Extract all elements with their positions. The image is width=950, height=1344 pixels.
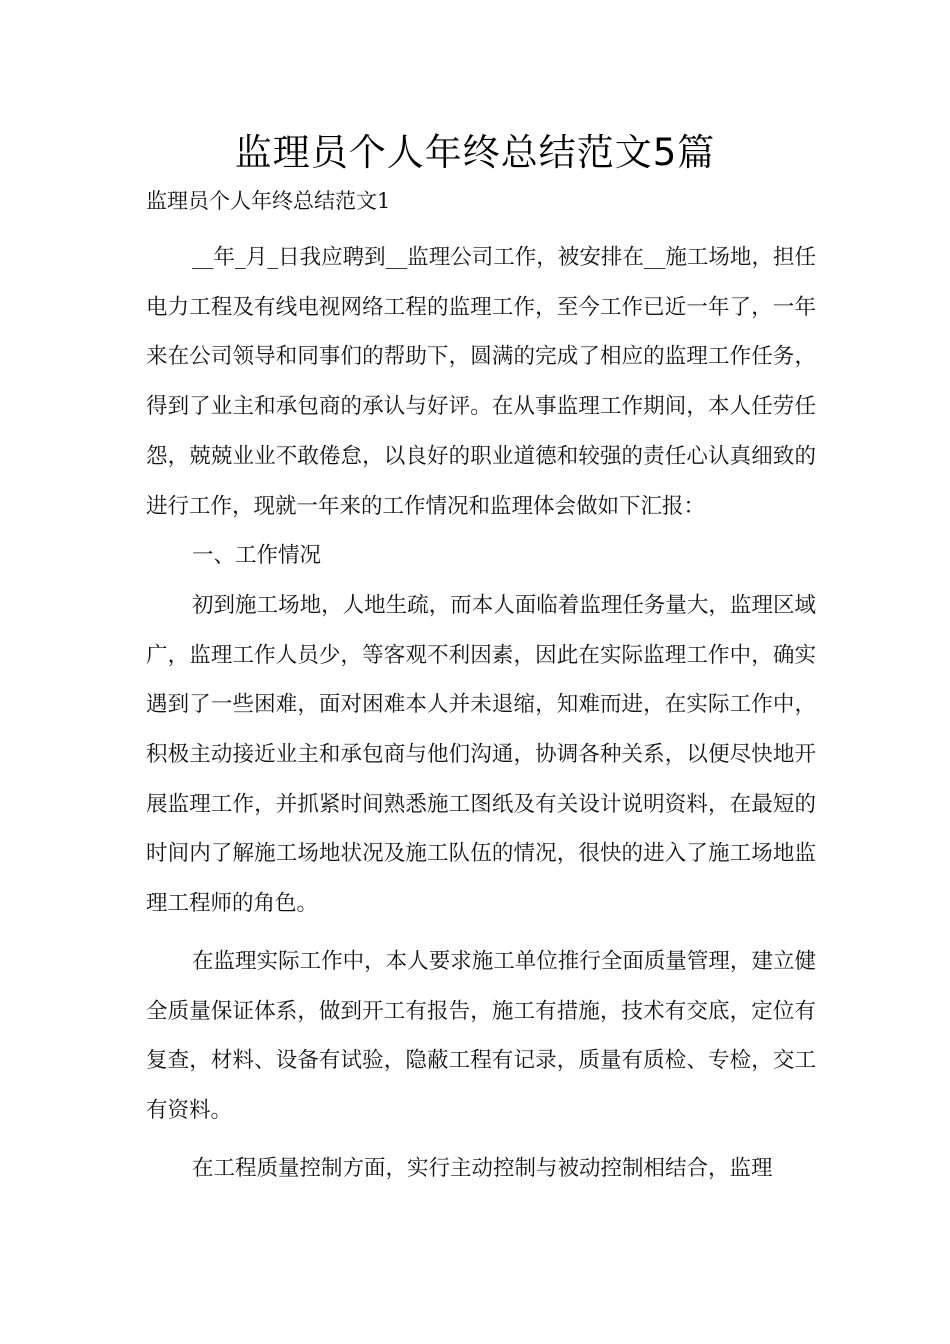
document-body [146,233,816,1193]
paragraph-intro: __年_月_日我应聘到__监理公司工作，被安排在__施工场地，担任电力工程及有线电视网络工程的监理工作，至今工作已近一年了，一年来在公司领导和同事们的帮助下，圆满的完成了相应的监理工作任务，得到了业主和承包商的承认与好评。在从事监理工作期间，本人任劳任怨，兢兢业业不敢倦怠，以良好的职业道德和较强的责任心认真细致的进行工作，现就一年来的工作情况和监理体会做如下汇报： [146,245,816,519]
document-subtitle: 监理员个人年终总结范文1 [146,189,391,213]
document-title: 监理员个人年终总结范文5篇 [234,131,716,174]
paragraph-initial-work: 初到施工场地，人地生疏，而本人面临着监理任务量大，监理区域广，监理工作人员少，等客观不利因素，因此在实际监理工作中，确实遇到了一些困难，面对困难本人并未退缩，知难而进，在实际工作中，积极主动接近业主和承包商与他们沟通，协调各种关系，以便尽快地开展监理工作，并抓紧时间熟悉施工图纸及有关设计说明资料，在最短的时间内了解施工场地状况及施工队伍的情况，很快的进入了施工场地监理工程师的角色。 [146,592,816,917]
paragraph-quality-control: 在工程质量控制方面，实行主动控制与被动控制相结合，监理 [192,1155,773,1181]
section-heading-work-situation: 一、工作情况 [192,543,322,569]
paragraph-quality-management: 在监理实际工作中，本人要求施工单位推行全面质量管理，建立健全质量保证体系，做到开工有报告，施工有措施，技术有交底，定位有复查，材料、设备有试验，隐蔽工程有记录，质量有质检、专检，交工有资料。 [146,948,816,1123]
